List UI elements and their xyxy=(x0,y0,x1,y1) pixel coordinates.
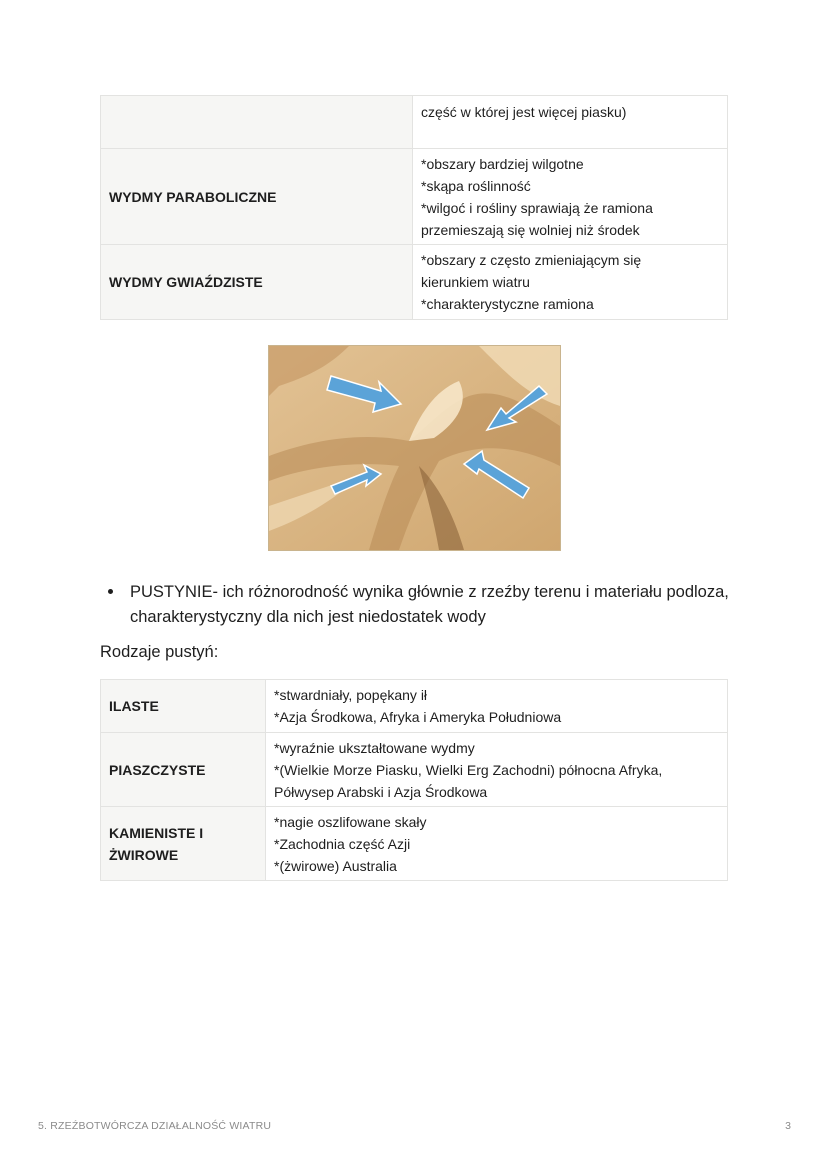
desert-types-table xyxy=(100,679,728,881)
bullet-icon xyxy=(108,589,113,594)
dune-description: *obszary z często zmieniającym się kierunkiem wiatru *charakterystyczne ramiona xyxy=(421,252,642,312)
star-dune-icon xyxy=(269,346,560,550)
deserts-bullet xyxy=(100,580,740,630)
footer-chapter-title: 5. RZEŹBOTWÓRCZA DZIAŁALNOŚĆ WIATRU xyxy=(38,1120,272,1132)
desert-name-cell: KAMIENISTE I ŻWIROWE xyxy=(101,807,266,881)
page-number: 3 xyxy=(785,1120,791,1132)
table-row xyxy=(101,96,728,149)
dune-name-cell: WYDMY PARABOLICZNE xyxy=(101,149,413,245)
dune-description: *obszary bardziej wilgotne *skąpa roślinność *wilgoć i rośliny sprawiają że ramiona przemieszają się wolniej niż środek xyxy=(421,155,653,238)
table-row xyxy=(101,245,728,320)
table-row xyxy=(101,680,728,733)
dune-name-cell: WYDMY GWIAŹDZISTE xyxy=(101,245,413,320)
table-row xyxy=(101,807,728,881)
desert-types-heading: Rodzaje pustyń: xyxy=(100,643,219,661)
table-row xyxy=(101,733,728,807)
desert-description: *nagie oszlifowane skały *Zachodnia część Azji *(żwirowe) Australia xyxy=(274,813,427,874)
dune-types-table xyxy=(100,95,728,320)
desert-description: *wyraźnie ukształtowane wydmy *(Wielkie Morze Piasku, Wielki Erg Zachodni) północna Afryka, Półwysep Arabski i Azja Środkowa xyxy=(274,739,663,800)
deserts-description: PUSTYNIE- ich różnorodność wynika głównie z rzeźby terenu i materiału podloza, charakterystyczny dla nich jest niedostatek wody xyxy=(130,583,729,626)
star-dune-illustration xyxy=(268,345,561,551)
table-row xyxy=(101,149,728,245)
desert-description: *stwardniały, popękany ił *Azja Środkowa, Afryka i Ameryka Południowa xyxy=(274,687,562,725)
desert-name-cell: PIASZCZYSTE xyxy=(101,733,266,807)
desert-name-cell: ILASTE xyxy=(101,680,266,733)
dune-name-cell xyxy=(101,96,413,149)
dune-description: część w której jest więcej piasku) xyxy=(421,104,627,120)
